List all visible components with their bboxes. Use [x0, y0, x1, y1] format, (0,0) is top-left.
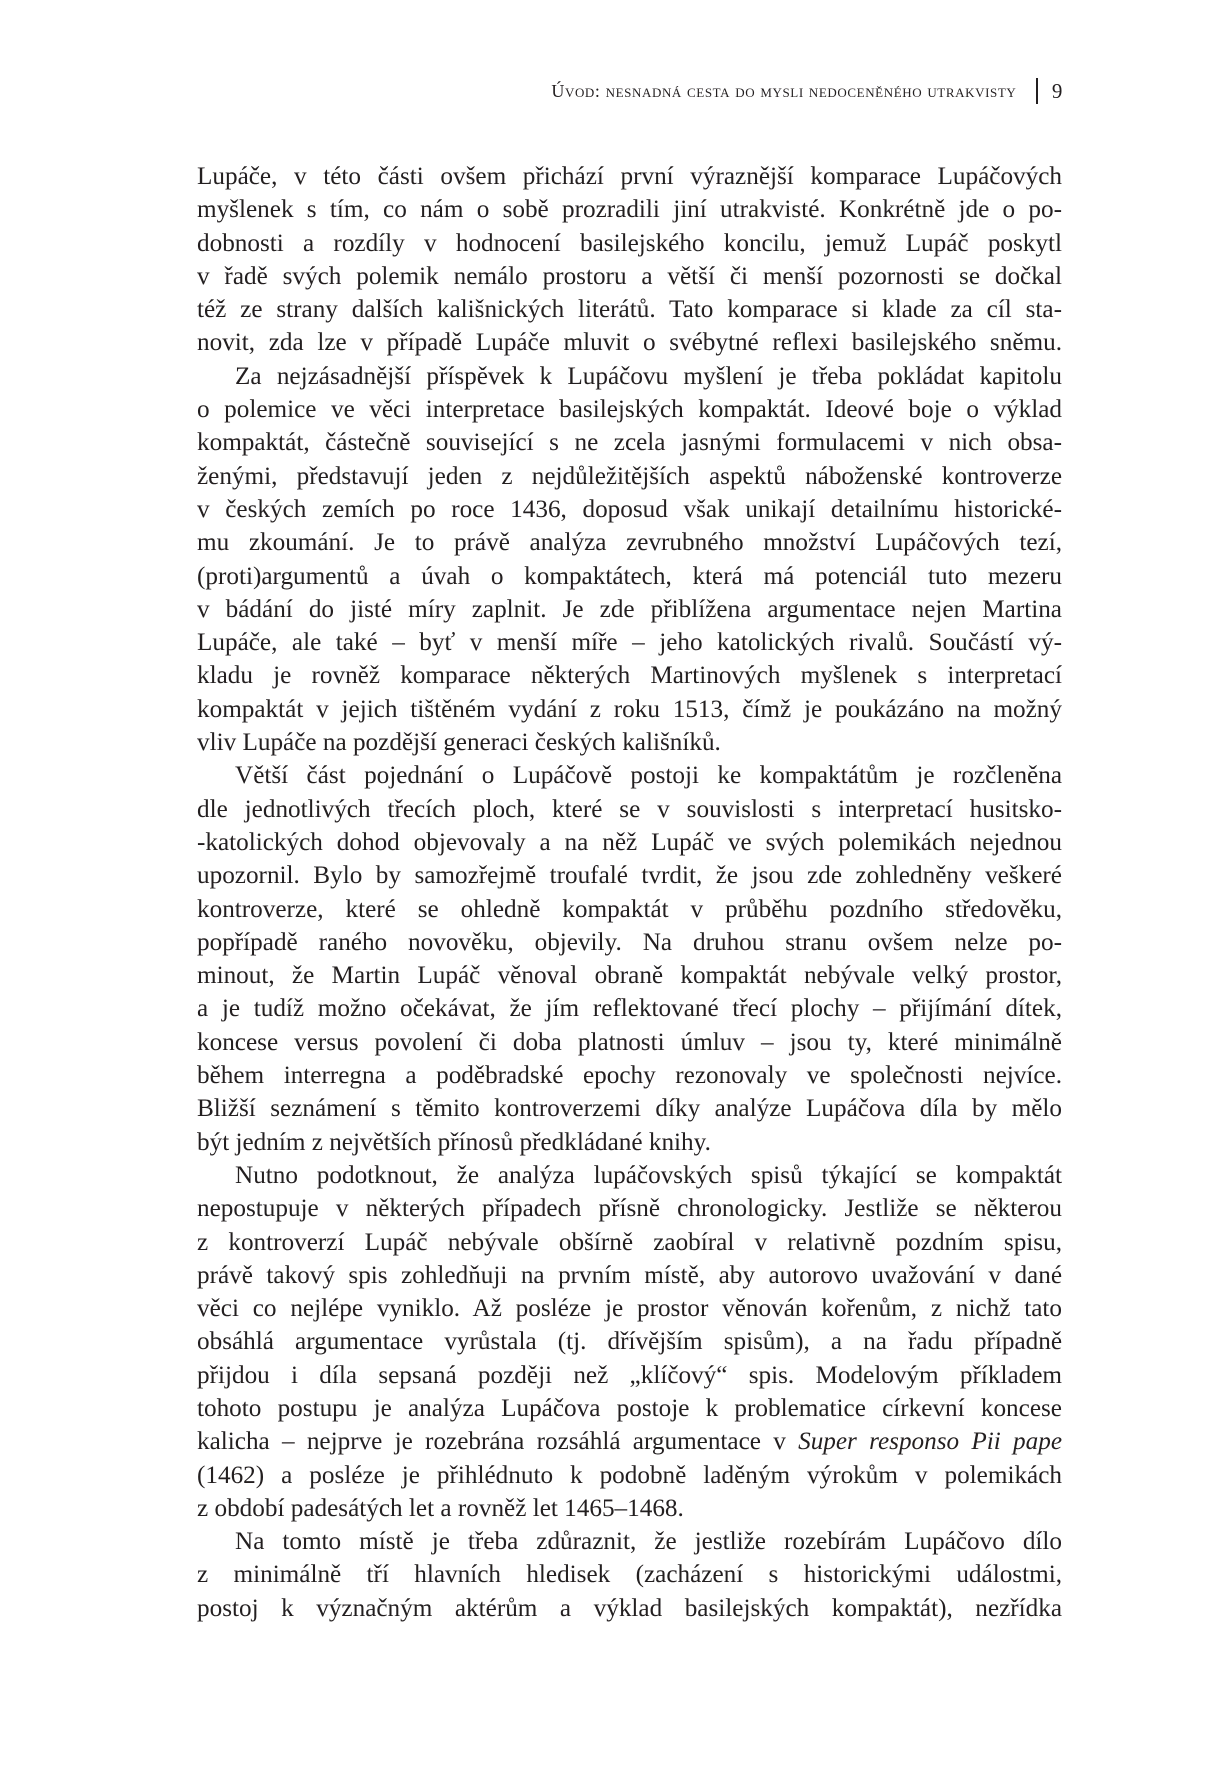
- text-line: (proti)argumentů a úvah o kompaktátech, která má potenciál tuto mezeru: [197, 562, 1062, 590]
- text-line: být jedním z největších přínosů předkládané knihy.: [197, 1128, 711, 1156]
- text-line: přijdou i díla sepsaná později než „klíčový“ spis. Modelovým příkladem: [197, 1361, 1062, 1389]
- text-line: -katolických dohod objevovaly a na něž Lupáč ve svých polemikách nejednou: [197, 828, 1062, 856]
- text-line: Za nejzásadnější příspěvek k Lupáčovu myšlení je třeba pokládat kapitolu: [235, 362, 1062, 390]
- text-line: dle jednotlivých třecích ploch, které se v souvislosti s interpretací husitsko-: [197, 795, 1062, 823]
- text-line: věci co nejlépe vyniklo. Až posléze je prostor věnován kořenům, z nichž tato: [197, 1295, 1062, 1323]
- text-line: mu zkoumání. Je to právě analýza zevrubného množství Lupáčových tezí,: [197, 529, 1062, 557]
- text-line: v českých zemích po roce 1436, doposud však unikají detailnímu historické-: [197, 495, 1062, 523]
- text-line: z kontroverzí Lupáč nebývale obšírně zaobíral v relativně pozdním spisu,: [197, 1228, 1062, 1256]
- paragraph-3: [197, 759, 1062, 1159]
- text-line: koncese versus povolení či doba platnosti úmluv – jsou ty, které minimálně: [197, 1028, 1062, 1056]
- text-line: minout, že Martin Lupáč věnoval obraně kompaktát nebývale velký prostor,: [197, 962, 1062, 990]
- page-number: 9: [1051, 78, 1063, 103]
- text-line: z období padesátých let a rovněž let 1465–1468.: [197, 1494, 684, 1522]
- text-line: myšlenek s tím, co nám o sobě prozradili jiní utrakvisté. Konkrétně jde o po-: [197, 196, 1062, 224]
- text-line: v řadě svých polemik nemálo prostoru a větší či menší pozornosti se dočkal: [197, 262, 1062, 290]
- text-line: Lupáče, ale také – byť v menší míře – jeho katolických rivalů. Součástí vý-: [197, 629, 1062, 657]
- text-line: Bližší seznámení s těmito kontroverzemi díky analýze Lupáčova díla by mělo: [197, 1095, 1062, 1123]
- running-header: [551, 78, 1063, 104]
- body-text: [197, 160, 1062, 1625]
- running-title: Úvod: nesnadná cesta do mysli nedoceněného utrakvisty: [551, 80, 1017, 101]
- paragraph-4: [197, 1159, 1062, 1525]
- text-line: ženými, představují jeden z nejdůležitějších aspektů náboženské kontroverze: [197, 462, 1062, 490]
- text-line: právě takový spis zohledňuji na prvním místě, aby autorovo uvažování v dané: [197, 1261, 1062, 1289]
- text-line: vliv Lupáče na pozdější generaci českých kališníků.: [197, 729, 721, 757]
- paragraph-2: [197, 360, 1062, 760]
- text-line: Lupáče, v této části ovšem přichází první výraznější komparace Lupáčových: [197, 163, 1062, 190]
- text-line: (1462) a posléze je přihlédnuto k podobně laděným výrokům v polemikách: [197, 1461, 1062, 1489]
- text-line: kompaktát, částečně související s ne zcela jasnými formulacemi v nich obsa-: [197, 429, 1062, 457]
- text-line: v bádání do jisté míry zaplnit. Je zde přiblížena argumentace nejen Martina: [197, 595, 1062, 623]
- text-line: nepostupuje v některých případech přísně chronologicky. Jestliže se některou: [197, 1195, 1062, 1223]
- text-line: kompaktát v jejich tištěném vydání z roku 1513, čímž je poukázáno na možný: [197, 695, 1062, 723]
- text-line: též ze strany dalších kališnických literátů. Tato komparace si klade za cíl sta-: [197, 296, 1062, 324]
- text-line: kontroverze, které se ohledně kompaktát v průběhu pozdního středověku,: [197, 895, 1062, 923]
- text-line: Na tomto místě je třeba zdůraznit, že jestliže rozebírám Lupáčovo dílo: [235, 1528, 1062, 1556]
- text-line: během interregna a poděbradské epochy rezonovaly ve společnosti nejvíce.: [197, 1062, 1062, 1090]
- text-line: Větší část pojednání o Lupáčově postoji ke kompaktátům je rozčleněna: [235, 762, 1062, 790]
- text-line: novit, zda lze v případě Lupáče mluvit o svébytné reflexi basilejského sněmu.: [197, 329, 1062, 357]
- text-line: [197, 1425, 1062, 1458]
- text-line: o polemice ve věci interpretace basilejských kompaktát. Ideové boje o výklad: [197, 396, 1062, 424]
- text-line: Nutno podotknout, že analýza lupáčovských spisů týkající se kompaktát: [235, 1161, 1062, 1189]
- text-line: postoj k význačným aktérům a výklad basilejských kompaktát), nezřídka: [197, 1594, 1062, 1622]
- paragraph-1: [197, 160, 1062, 360]
- work-title: Super responso Pii pape: [798, 1428, 1063, 1456]
- text-line: z minimálně tří hlavních hledisek (zacházení s historickými událostmi,: [197, 1561, 1062, 1589]
- text-line: kladu je rovněž komparace některých Martinových myšlenek s interpretací: [197, 662, 1062, 690]
- text-line: upozornil. Bylo by samozřejmě troufalé tvrdit, že jsou zde zohledněny veškeré: [197, 862, 1062, 890]
- paragraph-5: [197, 1525, 1062, 1625]
- text-line: popřípadě raného novověku, objevily. Na druhou stranu ovšem nelze po-: [197, 928, 1062, 956]
- text-line: obsáhlá argumentace vyrůstala (tj. dřívějším spisům), a na řadu případně: [197, 1328, 1062, 1356]
- header-divider: [1036, 78, 1038, 104]
- text-line: a je tudíž možno očekávat, že jím reflektované třecí plochy – přijímání dítek,: [197, 995, 1062, 1023]
- text-line: tohoto postupu je analýza Lupáčova postoje k problematice církevní koncese: [197, 1394, 1062, 1422]
- text-fragment: kalicha – nejprve je rozebrána rozsáhlá argumentace v: [197, 1428, 799, 1456]
- text-line: dobnosti a rozdíly v hodnocení basilejského koncilu, jemuž Lupáč poskytl: [197, 229, 1062, 257]
